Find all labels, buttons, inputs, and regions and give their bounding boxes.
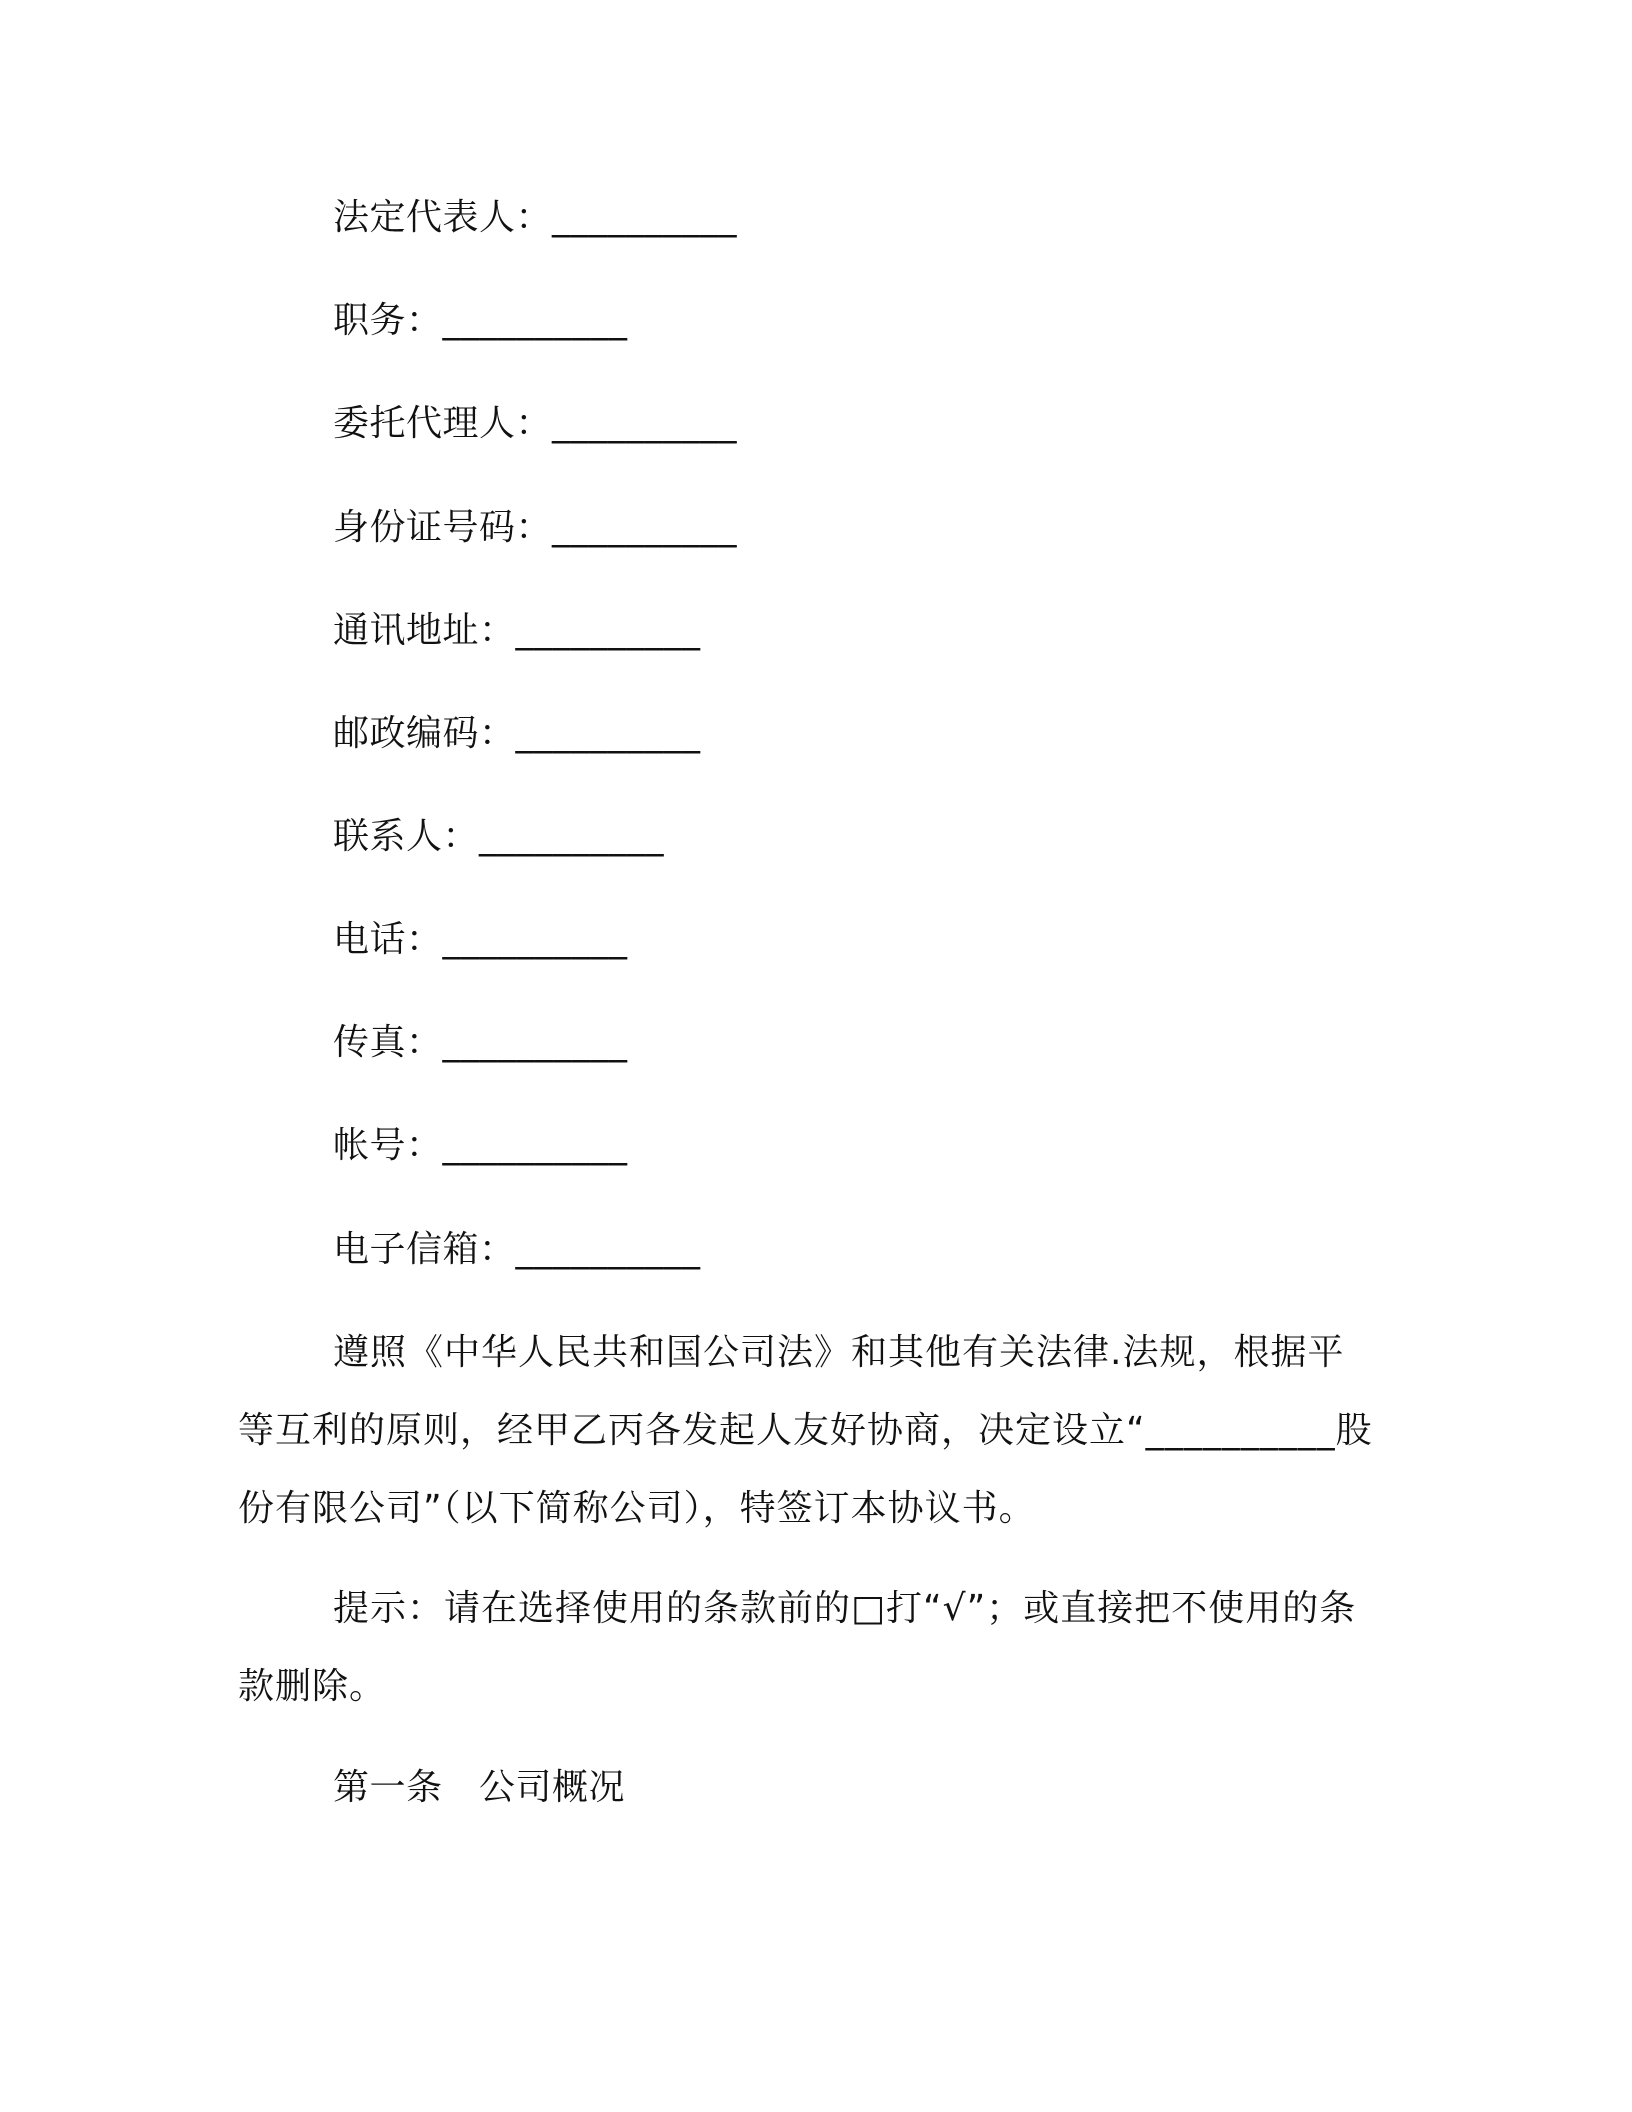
field-position: 职务：__________ <box>333 300 628 341</box>
hint-paragraph: 提示：请在选择使用的条款前的□打“√”；或直接把不使用的条款删除。 <box>238 1588 1357 1707</box>
field-fax: 传真：__________ <box>333 1022 628 1063</box>
section-heading-article-1: 第一条 公司概况 <box>333 1767 626 1808</box>
field-mailing-address: 通讯地址：__________ <box>333 610 701 651</box>
field-phone: 电话：__________ <box>333 919 628 960</box>
preamble-paragraph: 遵照《中华人民共和国公司法》和其他有关法律.法规，根据平等互利的原则，经甲乙丙各发起人友好协商，决定设立“__________股份有限公司”（以下简称公司），特签订本协议书。 <box>238 1332 1373 1529</box>
field-id-number: 身份证号码：__________ <box>333 507 738 548</box>
field-account-number: 帐号：__________ <box>333 1125 628 1166</box>
field-email: 电子信箱：__________ <box>333 1229 701 1270</box>
field-legal-representative: 法定代表人：__________ <box>333 197 738 238</box>
field-contact-person: 联系人：__________ <box>333 816 665 857</box>
field-authorized-agent: 委托代理人：__________ <box>333 403 738 444</box>
field-postal-code: 邮政编码：__________ <box>333 713 701 754</box>
